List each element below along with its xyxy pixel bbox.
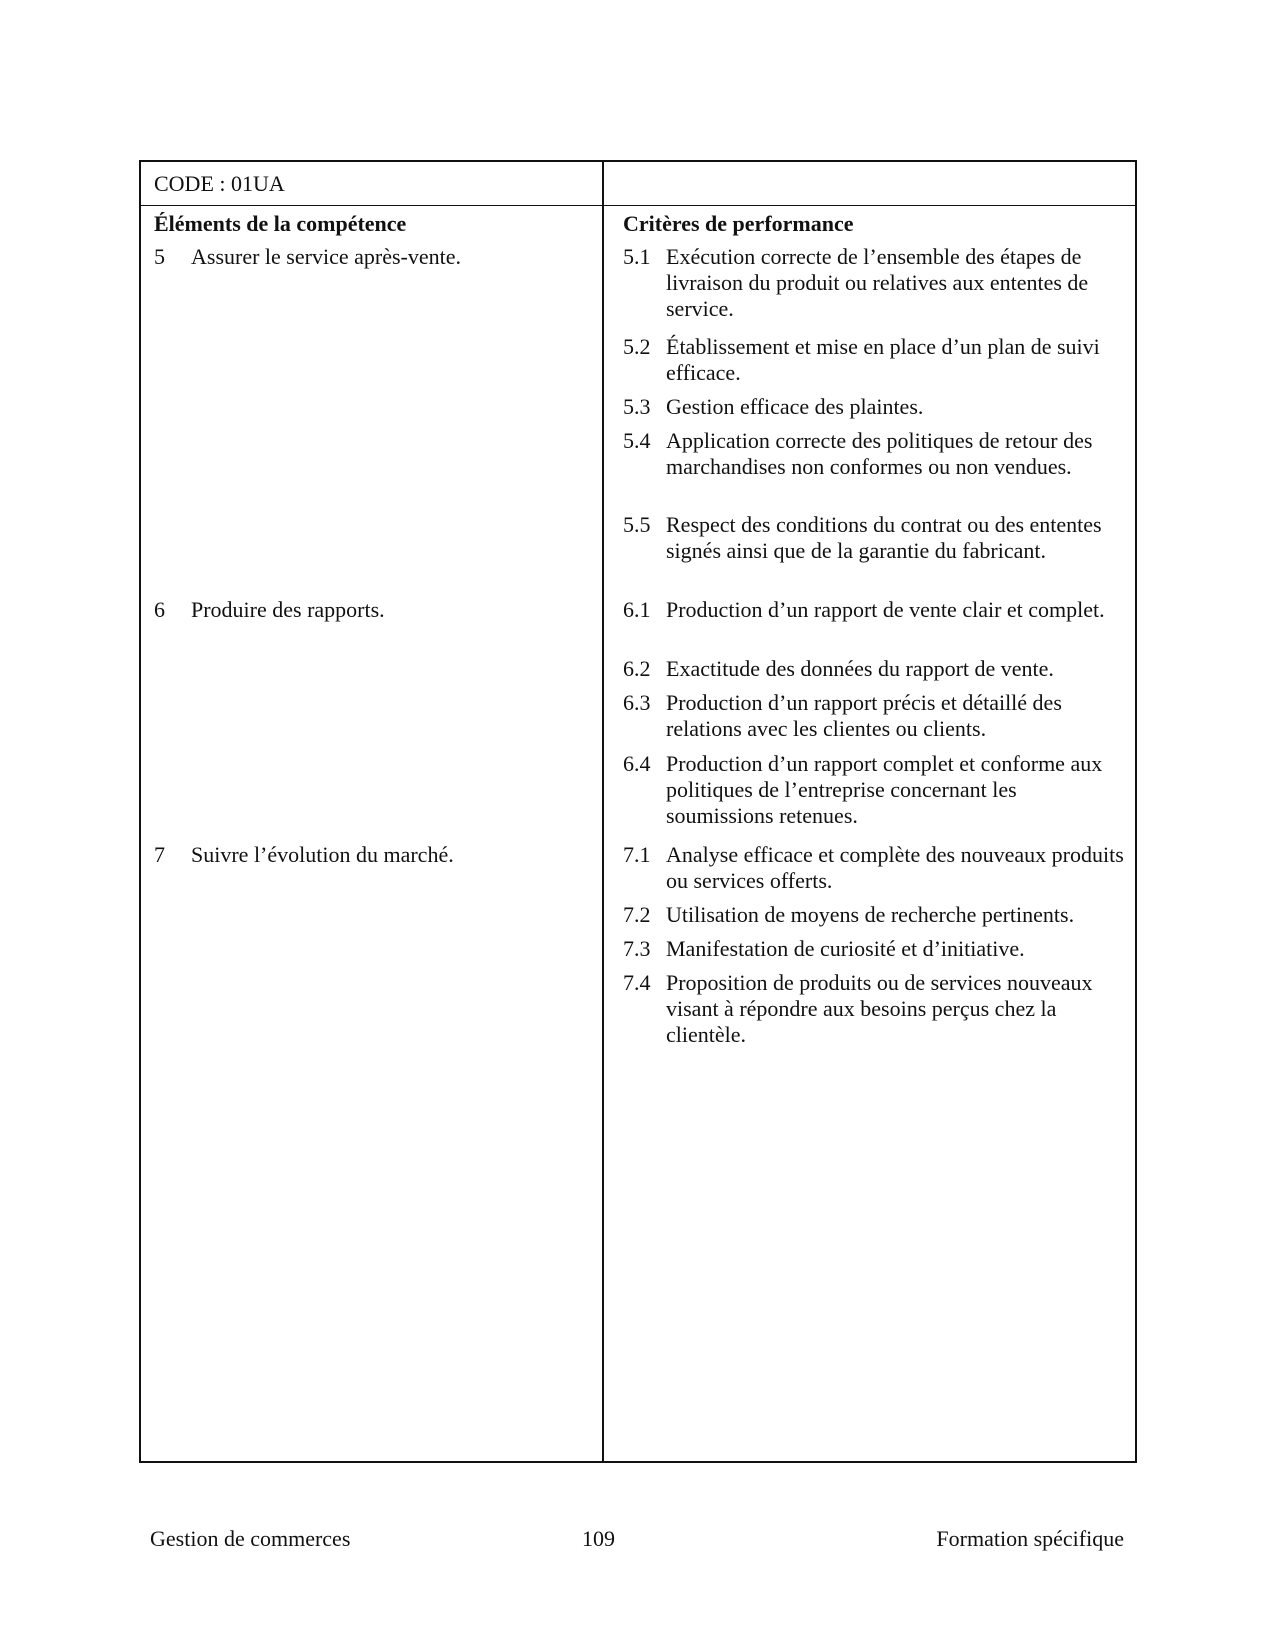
footer-page-number: 109 bbox=[582, 1526, 615, 1551]
criterion-item-5-2 bbox=[623, 334, 1128, 386]
criterion-number: 6.1 bbox=[623, 597, 651, 622]
criterion-item-7-3 bbox=[623, 936, 1128, 962]
criterion-number: 7.4 bbox=[623, 970, 651, 995]
footer-section-title: Formation spécifique bbox=[936, 1526, 1124, 1551]
criterion-text: Production d’un rapport complet et conforme aux politiques de l’entreprise concernant les soumissions retenues. bbox=[666, 751, 1103, 828]
element-item-7 bbox=[154, 842, 454, 868]
criterion-text: Proposition de produits ou de services nouveaux visant à répondre aux besoins perçus chez la clientèle. bbox=[666, 970, 1093, 1047]
criterion-item-5-5 bbox=[623, 512, 1128, 564]
criterion-number: 6.2 bbox=[623, 656, 651, 681]
criterion-text: Application correcte des politiques de retour des marchandises non conformes ou non vendues. bbox=[666, 428, 1093, 479]
column-divider bbox=[602, 162, 604, 1461]
criterion-text: Utilisation de moyens de recherche pertinents. bbox=[666, 902, 1075, 927]
competency-table bbox=[139, 160, 1137, 1463]
criterion-number: 5.2 bbox=[623, 334, 651, 359]
criterion-text: Production d’un rapport de vente clair et complet. bbox=[666, 597, 1105, 622]
criterion-item-7-2 bbox=[623, 902, 1128, 928]
element-text: Suivre l’évolution du marché. bbox=[191, 842, 454, 867]
element-item-6 bbox=[154, 597, 385, 623]
criterion-item-6-1 bbox=[623, 597, 1128, 623]
criterion-number: 7.3 bbox=[623, 936, 651, 961]
criterion-item-6-4 bbox=[623, 751, 1128, 829]
criterion-number: 5.4 bbox=[623, 428, 651, 453]
criterion-text: Manifestation de curiosité et d’initiative. bbox=[666, 936, 1025, 961]
criterion-text: Gestion efficace des plaintes. bbox=[666, 394, 924, 419]
criterion-item-5-1 bbox=[623, 244, 1128, 322]
criterion-item-6-2 bbox=[623, 656, 1128, 682]
criterion-text: Établissement et mise en place d’un plan de suivi efficace. bbox=[666, 334, 1100, 385]
criterion-item-5-4 bbox=[623, 428, 1128, 480]
element-item-5 bbox=[154, 244, 461, 270]
criterion-number: 7.2 bbox=[623, 902, 651, 927]
element-number: 6 bbox=[154, 597, 165, 622]
footer-program-title: Gestion de commerces bbox=[150, 1526, 351, 1551]
criterion-number: 7.1 bbox=[623, 842, 651, 867]
code-label: CODE : 01UA bbox=[154, 171, 285, 196]
code-row-rule bbox=[141, 205, 1135, 206]
criterion-number: 5.5 bbox=[623, 512, 651, 537]
criterion-number: 5.3 bbox=[623, 394, 651, 419]
element-number: 7 bbox=[154, 842, 165, 867]
criterion-item-7-1 bbox=[623, 842, 1128, 894]
criterion-number: 6.3 bbox=[623, 690, 651, 715]
criterion-text: Production d’un rapport précis et détaillé des relations avec les clientes ou clients. bbox=[666, 690, 1062, 741]
criterion-number: 6.4 bbox=[623, 751, 651, 776]
criterion-text: Analyse efficace et complète des nouveaux produits ou services offerts. bbox=[666, 842, 1124, 893]
criterion-number: 5.1 bbox=[623, 244, 651, 269]
criterion-text: Exécution correcte de l’ensemble des étapes de livraison du produit ou relatives aux ententes de service. bbox=[666, 244, 1089, 321]
criterion-item-6-3 bbox=[623, 690, 1128, 742]
criterion-item-5-3 bbox=[623, 394, 1128, 420]
criterion-text: Exactitude des données du rapport de vente. bbox=[666, 656, 1054, 681]
criteria-heading: Critères de performance bbox=[623, 211, 854, 236]
criterion-text: Respect des conditions du contrat ou des ententes signés ainsi que de la garantie du fabricant. bbox=[666, 512, 1102, 563]
elements-heading: Éléments de la compétence bbox=[154, 211, 407, 236]
criterion-item-7-4 bbox=[623, 970, 1128, 1048]
element-number: 5 bbox=[154, 244, 165, 269]
element-text: Assurer le service après-vente. bbox=[191, 244, 461, 269]
element-text: Produire des rapports. bbox=[191, 597, 385, 622]
